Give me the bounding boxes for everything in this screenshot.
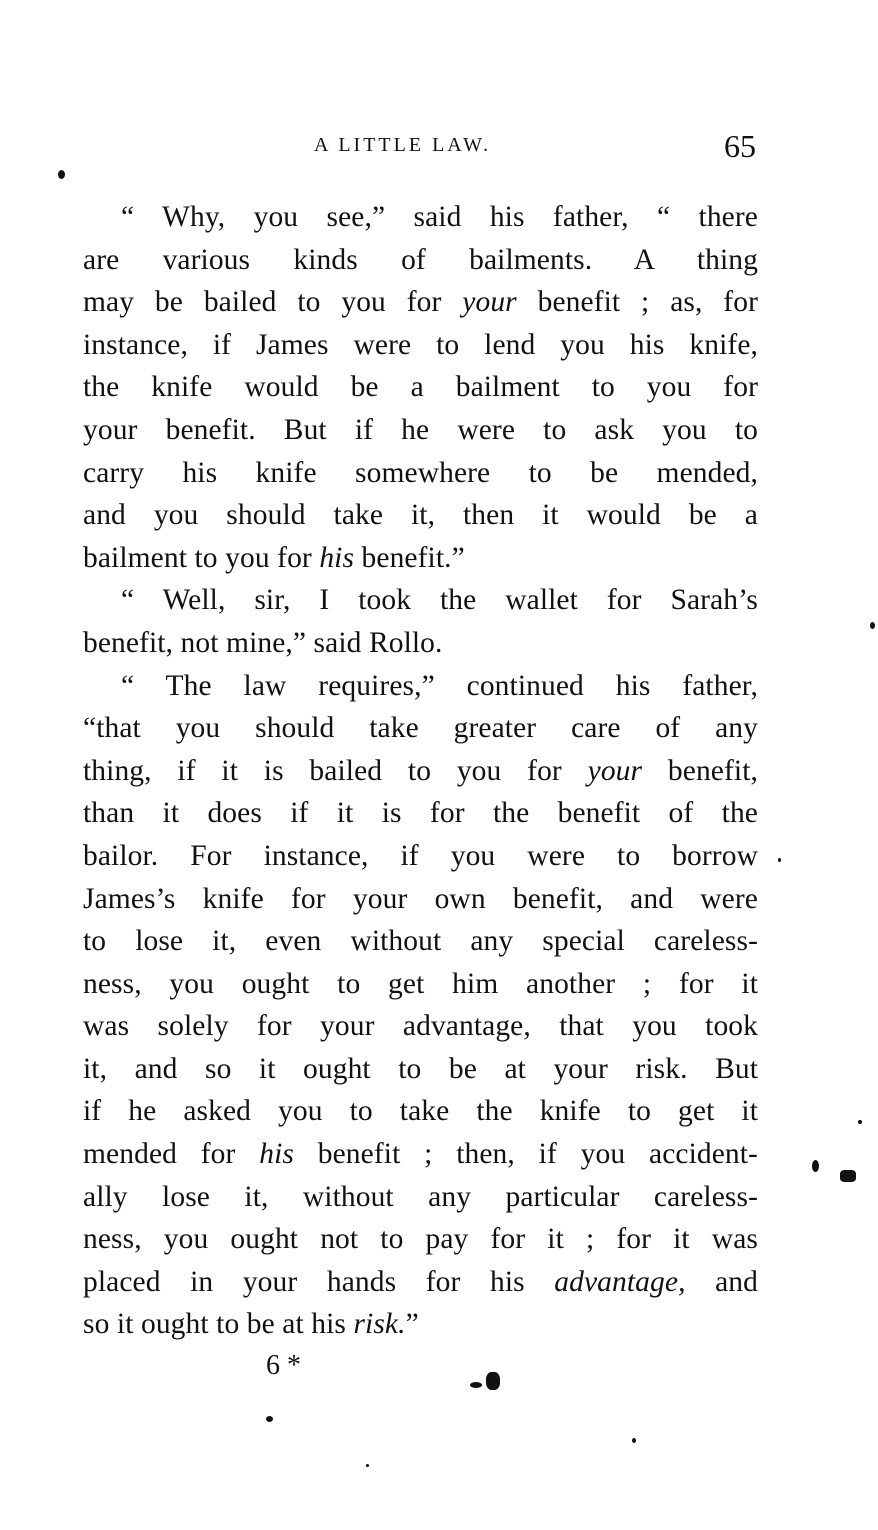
text-line: “ The law requires,” continued his father,	[121, 669, 758, 702]
ink-speck	[870, 622, 875, 629]
text-line: to lose it, even without any special careless-	[83, 925, 758, 958]
ink-speck	[812, 1160, 819, 1172]
text-line: your benefit. But if he were to ask you to	[83, 413, 758, 446]
ink-speck	[366, 1464, 369, 1467]
running-title: A LITTLE LAW.	[314, 134, 492, 156]
text-line: bailor. For instance, if you were to borrow	[83, 839, 758, 872]
ink-speck	[470, 1382, 482, 1388]
text-line: “ Well, sir, I took the wallet for Sarah’s	[121, 584, 758, 617]
text-line: “that you should take greater care of any	[83, 712, 758, 745]
text-line: ness, you ought not to pay for it ; for it was	[83, 1223, 758, 1256]
emphasis: your	[462, 286, 517, 319]
text-line: the knife would be a bailment to you for	[83, 371, 758, 404]
text-line: than it does if it is for the benefit of the	[83, 797, 758, 830]
text-line: benefit, not mine,” said Rollo.	[83, 626, 443, 659]
emphasis: advantage,	[554, 1265, 686, 1298]
emphasis: risk.	[353, 1308, 406, 1341]
text-line: if he asked you to take the knife to get it	[83, 1095, 758, 1128]
text-line: may be bailed to you for your benefit ; as, for	[83, 286, 758, 319]
signature-mark: 6 *	[266, 1350, 301, 1381]
text-line: placed in your hands for his advantage, and	[83, 1265, 758, 1298]
text-line: thing, if it is bailed to you for your benefit,	[83, 754, 758, 787]
emphasis: his	[319, 541, 355, 574]
text-line: ally lose it, without any particular careless-	[83, 1180, 758, 1213]
ink-speck	[858, 1120, 862, 1124]
text-line: it, and so it ought to be at your risk. But	[83, 1052, 758, 1085]
ink-speck	[266, 1416, 273, 1422]
page-number: 65	[724, 128, 756, 164]
text-line: are various kinds of bailments. A thing	[83, 243, 758, 276]
text-line: was solely for your advantage, that you took	[83, 1010, 758, 1043]
text-line: and you should take it, then it would be a	[83, 499, 758, 532]
body-text	[83, 196, 758, 1346]
ink-speck	[632, 1438, 636, 1443]
text-line: “ Why, you see,” said his father, “ there	[121, 201, 758, 233]
ink-speck	[58, 170, 65, 179]
text-line: James’s knife for your own benefit, and were	[83, 882, 758, 915]
emphasis: your	[587, 754, 643, 787]
page-header	[0, 128, 878, 168]
text-line: carry his knife somewhere to be mended,	[83, 456, 758, 489]
text-line: so it ought to be at his risk.”	[83, 1308, 419, 1341]
text-line: ness, you ought to get him another ; for it	[83, 967, 758, 1000]
ink-speck	[486, 1372, 500, 1390]
ink-speck	[840, 1170, 856, 1182]
emphasis: his	[259, 1138, 294, 1171]
text-line: bailment to you for his benefit.”	[83, 541, 465, 574]
text-line: mended for his benefit ; then, if you accident-	[83, 1138, 758, 1171]
text-line: instance, if James were to lend you his knife,	[83, 328, 758, 361]
ink-speck	[778, 858, 781, 862]
